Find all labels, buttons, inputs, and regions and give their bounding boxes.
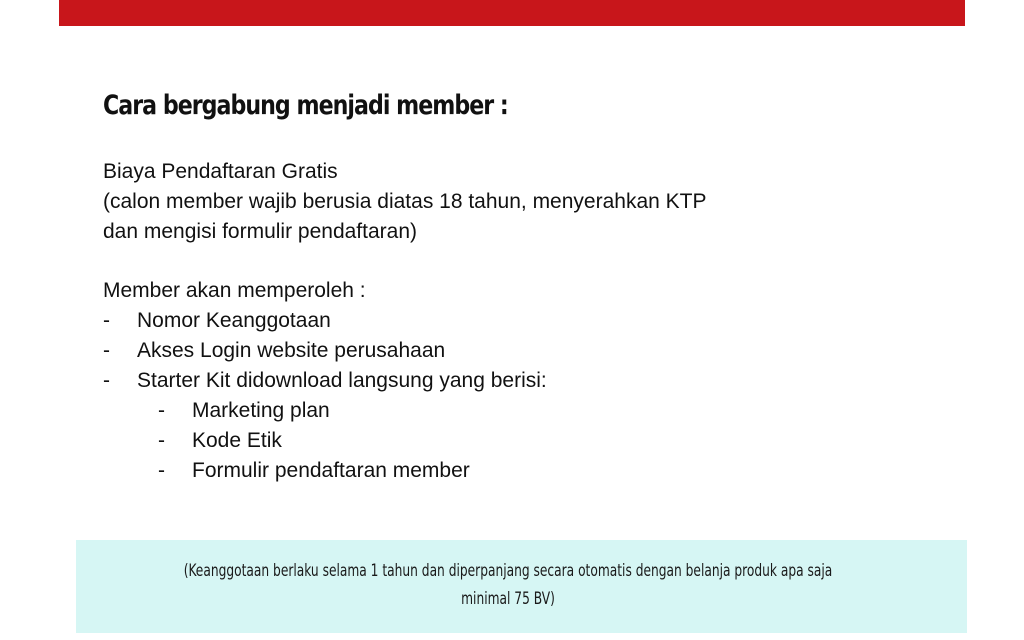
top-banner-bar — [59, 0, 965, 26]
sub-list-item-text: Kode Etik — [192, 429, 282, 452]
registration-info — [103, 157, 706, 247]
note-line-2: minimal 75 BV) — [461, 589, 555, 609]
benefits-section — [103, 276, 547, 486]
list-item — [103, 336, 446, 366]
sub-list-item-text: Marketing plan — [192, 399, 330, 422]
bullet-dash: - — [158, 399, 165, 422]
bullet-dash: - — [103, 309, 110, 332]
list-item — [103, 366, 547, 396]
sub-list-item — [103, 426, 366, 456]
sub-list-item-text: Formulir pendaftaran member — [192, 459, 470, 482]
registration-requirement-line: (calon member wajib berusia diatas 18 tahun, menyerahkan KTP — [103, 190, 707, 213]
list-item-text: Akses Login website perusahaan — [137, 339, 446, 362]
page-title: Cara bergabung menjadi member : — [103, 90, 508, 121]
bullet-dash: - — [103, 339, 110, 362]
membership-note-box — [76, 540, 967, 633]
bullet-dash: - — [158, 429, 165, 452]
list-item-text: Nomor Keanggotaan — [137, 309, 331, 332]
bullet-dash: - — [103, 369, 110, 392]
bullet-dash: - — [158, 459, 165, 482]
membership-note — [76, 557, 967, 613]
list-item-text: Starter Kit didownload langsung yang berisi: — [137, 369, 547, 392]
note-inner — [76, 557, 940, 613]
note-line-1: (Keanggotaan berlaku selama 1 tahun dan diperpanjang secara otomatis dengan belanja produk apa saja — [183, 561, 833, 581]
registration-fee-line: Biaya Pendaftaran Gratis — [103, 160, 338, 183]
sub-list-item — [103, 456, 470, 486]
registration-requirement-line-2: dan mengisi formulir pendaftaran) — [103, 220, 417, 243]
benefits-intro: Member akan memperoleh : — [103, 279, 366, 302]
sub-list-item — [103, 396, 366, 426]
list-item — [103, 306, 366, 336]
